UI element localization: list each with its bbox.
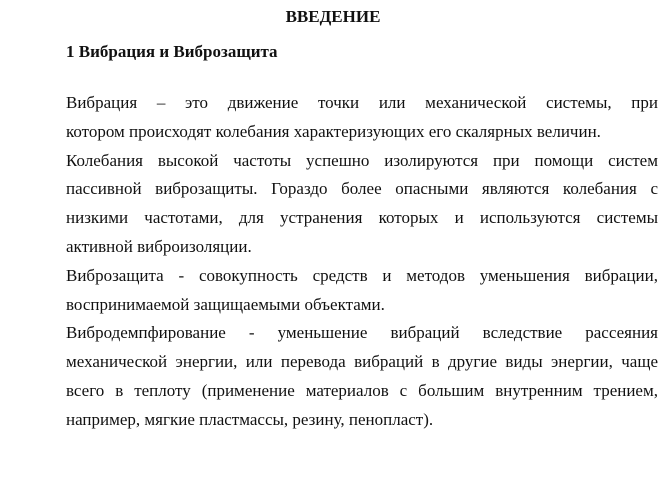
body-text <box>17 89 658 435</box>
document-heading: ВВЕДЕНИЕ <box>285 7 381 26</box>
paragraph-vibration-definition <box>17 89 658 147</box>
paragraph-vibration-damping <box>17 319 658 434</box>
paragraph-high-frequency <box>17 147 658 262</box>
paragraph-line: всего в теплоту (применение материалов с большим внутренним трением, <box>66 380 658 400</box>
paragraph-line: активной виброизоляции. <box>66 236 252 256</box>
section-title: 1 Вибрация и Виброзащита <box>66 42 278 61</box>
paragraph-line: пассивной виброзащиты. Гораздо более опасными являются колебания с <box>66 179 658 199</box>
paragraph-line: Виброзащита - совокупность средств и методов уменьшения вибрации, <box>66 265 658 285</box>
paragraph-line: например, мягкие пластмассы, резину, пенопласт). <box>66 409 434 429</box>
paragraph-line: Колебания высокой частоты успешно изолируются при помощи систем <box>66 150 658 170</box>
paragraph-vibration-protection <box>17 262 658 320</box>
paragraph-line: низкими частотами, для устранения которых и используются системы <box>66 208 658 228</box>
paragraph-line: воспринимаемой защищаемыми объектами. <box>66 294 385 314</box>
paragraph-line: механической энергии, или перевода вибраций в другие виды энергии, чаще <box>66 352 658 372</box>
paragraph-line: Вибродемпфирование - уменьшение вибраций вследствие рассеяния <box>66 323 658 343</box>
paragraph-line: котором происходят колебания характеризующих его скалярных величин. <box>66 121 601 141</box>
paragraph-line: Вибрация – это движение точки или механической системы, при <box>66 93 658 112</box>
